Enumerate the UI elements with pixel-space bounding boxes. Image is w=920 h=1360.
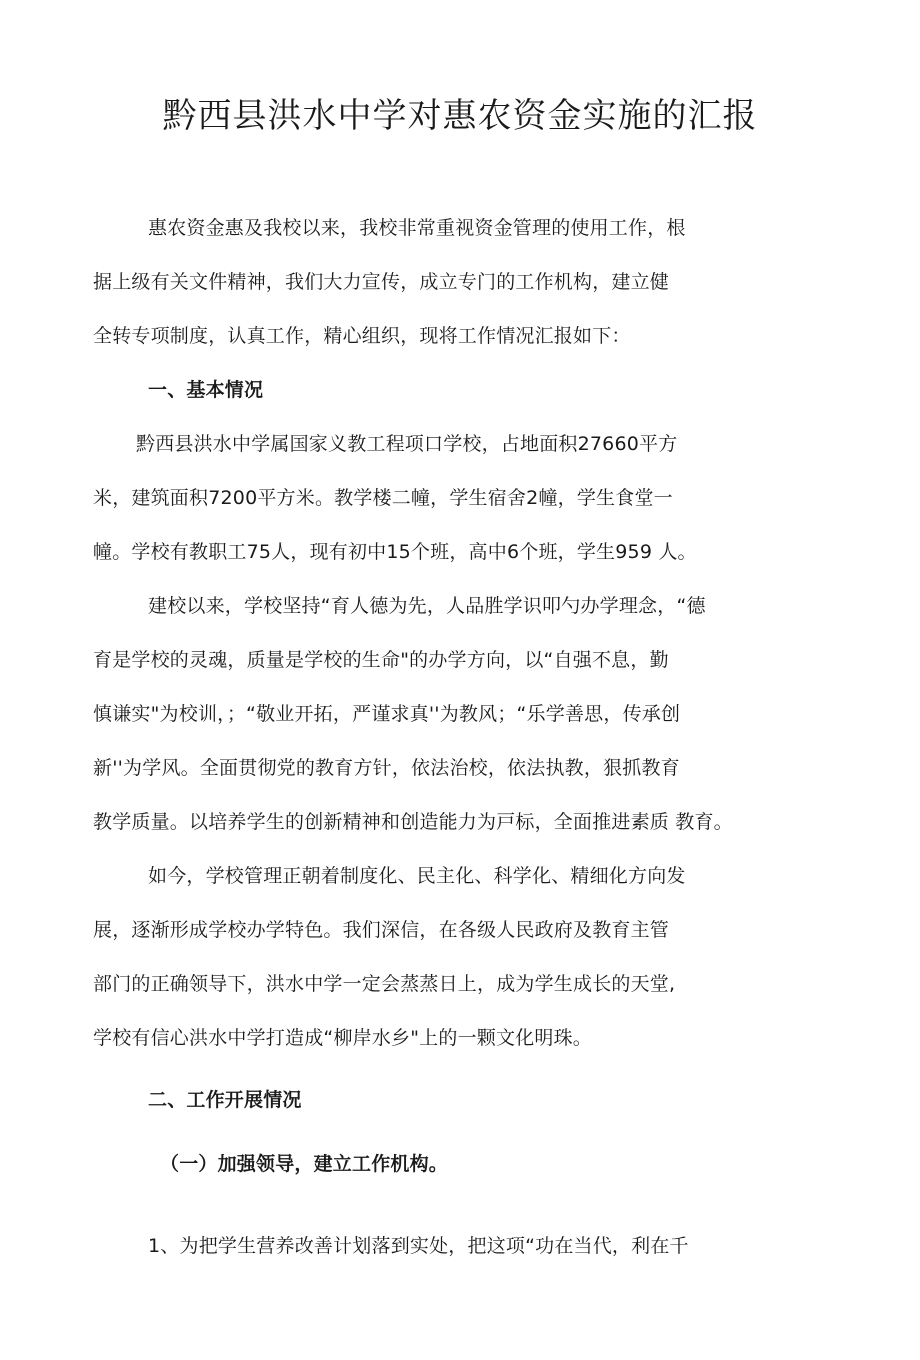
outlook-line-2: 展，逐渐形成学校办学特色。我们深信，在各级人民政府及教育主管 <box>93 919 670 941</box>
philosophy-line-4: 新''为学风。全面贯彻党的教育方针，依法治校，依法执教，狠抓教育 <box>93 757 680 779</box>
basic-info-line-1: 黔西县洪水中学属国家义教工程项口学校，占地面积27660平方 <box>136 433 678 455</box>
philosophy-line-2: 育是学校的灵魂，质量是学校的生命"的办学方向，以“自强不息，勤 <box>93 649 669 671</box>
basic-info-line-3: 幢。学校有教职工75人，现有初中15个班，高中6个班，学生959 人。 <box>93 541 697 563</box>
intro-line-1: 惠农资金惠及我校以来，我校非常重视资金管理的使用工作，根 <box>148 217 686 239</box>
section-heading-basic-info: 一、基本情况 <box>148 379 264 401</box>
outlook-line-4: 学校有信心洪水中学打造成“柳岸水乡"上的一颗文化明珠。 <box>93 1027 592 1049</box>
philosophy-line-3: 慎谦实"为校训，；“敬业开拓，严谨求真''为教风；“乐学善思，传承创 <box>93 703 681 725</box>
item-1-line-1: 1、为把学生营养改善计划落到实处，把这项“功在当代，利在千 <box>148 1235 689 1257</box>
intro-line-3: 全转专项制度，认真工作，精心组织，现将工作情况汇报如下： <box>93 325 631 347</box>
intro-line-2: 据上级有关文件精神，我们大力宣传，成立专门的工作机构，建立健 <box>93 271 670 293</box>
philosophy-line-5: 教学质量。以培养学生的创新精神和创造能力为戸标，全面推进素质 教育。 <box>93 811 733 833</box>
section-heading-work-progress: 二、工作开展情况 <box>148 1089 302 1111</box>
document-title: 黔西县洪水中学对惠农资金实施的汇报 <box>162 96 758 136</box>
outlook-line-3: 部门的正确领导下，洪水中学一定会蒸蒸日上，成为学生成长的天堂, <box>93 973 676 995</box>
basic-info-line-2: 米，建筑面积7200平方米。教学楼二幢，学生宿舍2幢，学生食堂一 <box>93 487 673 509</box>
philosophy-line-1: 建校以来，学校坚持“育人德为先，人品胜学识叩勺办学理念，“德 <box>148 595 706 617</box>
subheading-leadership: （一）加强领导，建立工作机构。 <box>160 1153 449 1175</box>
outlook-line-1: 如今，学校管理正朝着制度化、民主化、科学化、精细化方向发 <box>148 865 686 887</box>
